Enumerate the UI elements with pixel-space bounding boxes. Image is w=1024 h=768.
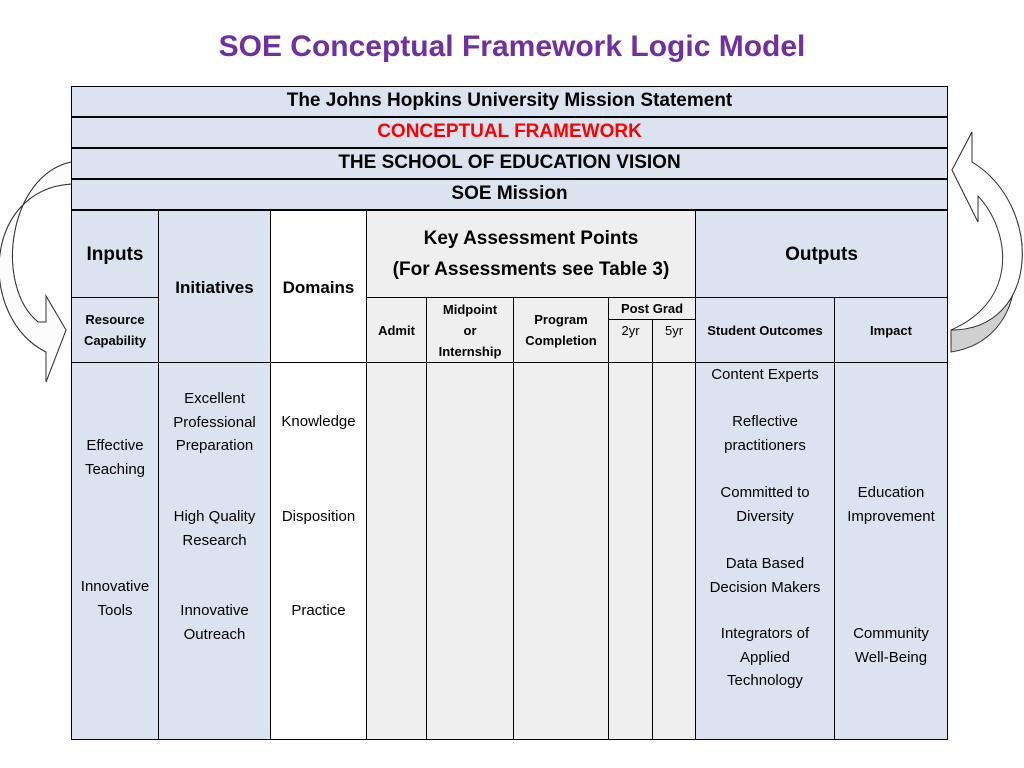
- outcome-integrators-technology: [695, 622, 835, 693]
- impact-education-improvement: [834, 481, 948, 528]
- outcome-committed-line2: Diversity: [736, 507, 794, 525]
- initiative-excellent-preparation: [158, 387, 271, 458]
- vision-banner: THE SCHOOL OF EDUCATION VISION: [71, 148, 948, 179]
- soe-mission-banner: SOE Mission: [71, 179, 948, 210]
- admit-header: [366, 297, 427, 363]
- completion-label: Completion: [525, 333, 597, 348]
- midpoint-or-label: or: [463, 322, 477, 338]
- impact-header: [834, 297, 948, 363]
- outcome-committed-line1: Committed to: [720, 484, 810, 501]
- resource-capability-header: [71, 297, 159, 363]
- input-innovative-line2: Tools: [97, 601, 133, 619]
- five-year-label: 5yr: [664, 323, 684, 338]
- impact-community-line1: Community: [853, 625, 929, 642]
- post-grad-label: Post Grad: [620, 301, 684, 316]
- program-completion-column: [513, 362, 609, 740]
- admit-label: Admit: [378, 322, 415, 338]
- initiative-research-line1: High Quality: [173, 508, 256, 525]
- impact-education-line1: Education: [857, 484, 925, 501]
- initiative-research-line2: Research: [182, 531, 247, 549]
- key-assessment-header: [366, 210, 696, 298]
- initiative-outreach-line1: Innovative: [180, 602, 249, 619]
- post-grad-header: [608, 297, 696, 320]
- two-year-header: [608, 319, 653, 363]
- outcome-reflective-line2: practitioners: [724, 436, 806, 454]
- outputs-header: [695, 210, 948, 298]
- assessment-table-reference: (For Assessments see Table 3): [392, 259, 670, 280]
- impact-community-well-being: [834, 622, 948, 669]
- input-innovative-tools: [71, 575, 159, 622]
- student-outcomes-label: Student Outcomes: [707, 322, 823, 338]
- outcome-integrators-line2: Applied: [739, 648, 791, 666]
- left-curved-arrow-highlight: [0, 162, 71, 382]
- outcome-integrators-line3: Technology: [727, 672, 803, 689]
- outcome-data-based-decision-makers: [695, 552, 835, 599]
- input-effective-teaching: [71, 434, 159, 481]
- domain-practice: Practice: [291, 602, 346, 619]
- domains-label: Domains: [282, 277, 355, 297]
- initiative-high-quality-research: [158, 505, 271, 552]
- initiative-excellent-line3: Preparation: [175, 437, 254, 454]
- outcome-data-line1: Data Based: [725, 555, 805, 572]
- resource-label: Resource: [85, 312, 145, 327]
- initiative-excellent-line2: Professional: [173, 413, 256, 431]
- impact-community-line2: Well-Being: [854, 648, 928, 666]
- program-label: Program: [534, 312, 588, 327]
- impact-column: [834, 362, 948, 740]
- key-assessment-label: Key Assessment Points: [423, 228, 639, 249]
- midpoint-label: Midpoint: [442, 301, 498, 317]
- outputs-label: Outputs: [785, 243, 858, 265]
- five-year-header: [652, 319, 696, 363]
- admit-column: [366, 362, 427, 740]
- outcome-committed-diversity: [695, 481, 835, 528]
- domain-disposition: Disposition: [281, 508, 356, 525]
- two-year-column: [608, 362, 653, 740]
- two-year-label: 2yr: [621, 323, 640, 338]
- five-year-column: [652, 362, 696, 740]
- outcome-reflective-practitioners: [695, 410, 835, 457]
- mission-statement-banner: The Johns Hopkins University Mission Statement: [71, 86, 948, 117]
- outcome-data-line2: Decision Makers: [709, 578, 821, 596]
- conceptual-framework-banner: CONCEPTUAL FRAMEWORK: [71, 117, 948, 148]
- initiatives-header: [158, 210, 271, 363]
- student-outcomes-header: [695, 297, 835, 363]
- input-effective-line1: Effective: [86, 437, 144, 454]
- inputs-column: [71, 362, 159, 740]
- input-innovative-line1: Innovative: [80, 578, 150, 595]
- program-completion-header: [513, 297, 609, 363]
- inputs-header: [71, 210, 159, 298]
- inputs-label: Inputs: [86, 243, 144, 265]
- impact-education-line2: Improvement: [847, 507, 935, 525]
- outcome-content-experts: Content Experts: [711, 366, 819, 383]
- midpoint-header: [426, 297, 514, 363]
- domains-header: [270, 210, 367, 363]
- impact-label: Impact: [870, 322, 912, 338]
- initiative-excellent-line1: Excellent: [184, 390, 245, 407]
- initiative-outreach-line2: Outreach: [183, 625, 246, 643]
- input-effective-line2: Teaching: [84, 460, 146, 478]
- internship-label: Internship: [438, 343, 502, 359]
- domain-knowledge: Knowledge: [281, 413, 356, 430]
- capability-label: Capability: [83, 333, 147, 348]
- outcome-reflective-line1: Reflective: [732, 413, 798, 430]
- initiatives-label: Initiatives: [175, 277, 254, 297]
- page-title: SOE Conceptual Framework Logic Model: [218, 30, 806, 63]
- midpoint-column: [426, 362, 514, 740]
- initiative-innovative-outreach: [158, 599, 271, 646]
- outcome-integrators-line1: Integrators of: [720, 625, 810, 642]
